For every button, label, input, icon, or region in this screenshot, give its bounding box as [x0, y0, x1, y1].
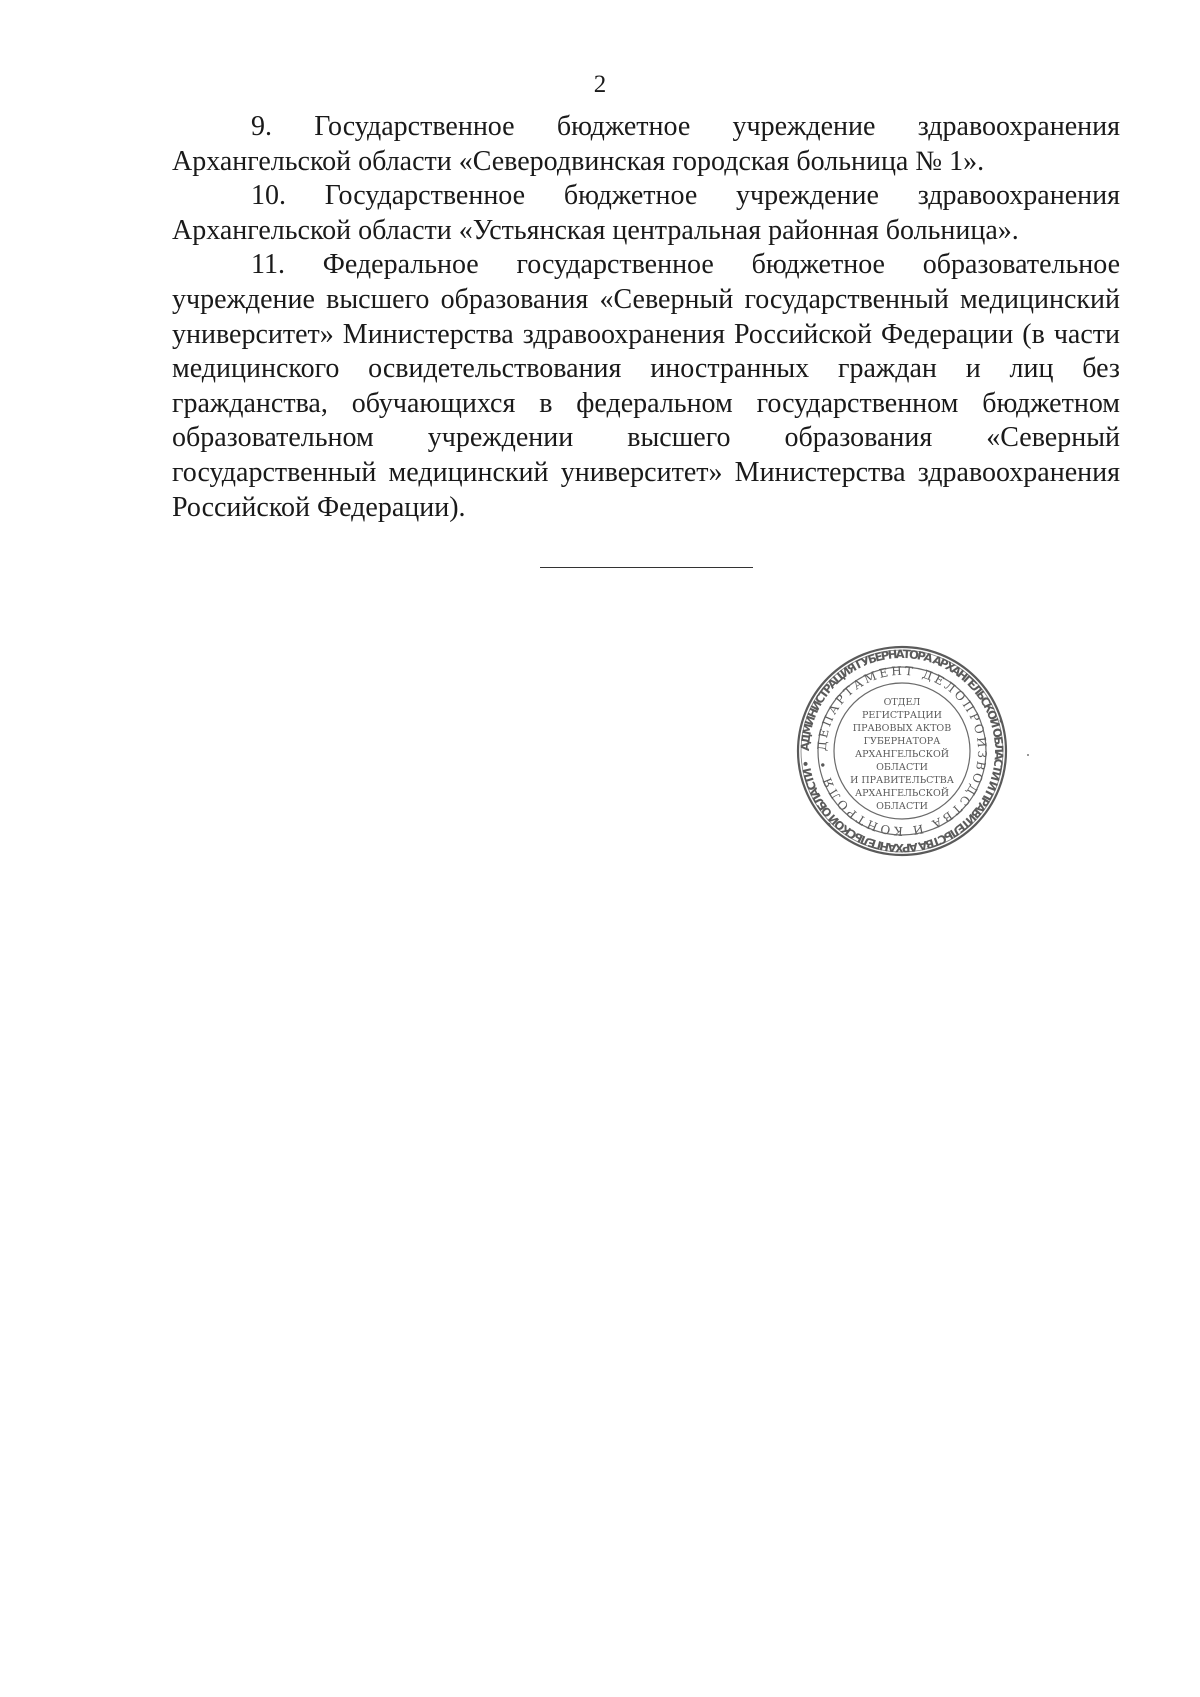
seal-center-line: АРХАНГЕЛЬСКОЙ: [854, 749, 950, 760]
end-of-text-rule: [540, 567, 753, 568]
seal-center-line: ОТДЕЛ: [883, 697, 921, 708]
seal-center-line: ПРАВОВЫХ АКТОВ: [852, 723, 952, 734]
seal-center-line: РЕГИСТРАЦИИ: [862, 710, 942, 721]
page-number: 2: [593, 71, 607, 98]
seal-center-line: АРХАНГЕЛЬСКОЙ: [854, 788, 950, 799]
list-item-10: 10. Государственное бюджетное учреждение здравоохранения Архангельской области «Устьянская центральная районная больница».: [172, 180, 1120, 246]
document-body: [172, 110, 1120, 525]
seal-center-line: ОБЛАСТИ: [876, 801, 928, 812]
seal-center-line: ГУБЕРНАТОРА: [863, 736, 941, 747]
official-seal-stamp: [796, 645, 1008, 857]
seal-center-line: ОБЛАСТИ: [876, 762, 928, 773]
seal-center-line: И ПРАВИТЕЛЬСТВА: [850, 775, 954, 786]
list-item-11: 11. Федеральное государственное бюджетное образовательное учреждение высшего образования «Северный государственный медицинский университет» Министерства здравоохранения Российской Федерации (в части медицинского освидетельствования иностранных граждан и лиц без гражданства, обучающихся в федеральном государственном бюджетном образовательном учреждении высшего образования «Северный государственный медицинский университет» Министерства здравоохранения Российской Федерации).: [172, 249, 1120, 523]
seal-inner-text: ДЕПАРТАМЕНТ ДЕЛОПРОИЗВОДСТВА И КОНТРОЛЯ •: [814, 663, 990, 839]
list-item-9: 9. Государственное бюджетное учреждение здравоохранения Архангельской области «Северодвинская городская больница № 1».: [172, 111, 1120, 177]
scan-speck: [1027, 754, 1029, 756]
seal-outer-text: АДМИНИСТРАЦИЯ ГУБЕРНАТОРА АРХАНГЕЛЬСКОЙ ОБЛАСТИ И ПРАВИТЕЛЬСТВА АРХАНГЕЛЬСКОЙ ОБЛАСТИ •: [797, 646, 1007, 856]
